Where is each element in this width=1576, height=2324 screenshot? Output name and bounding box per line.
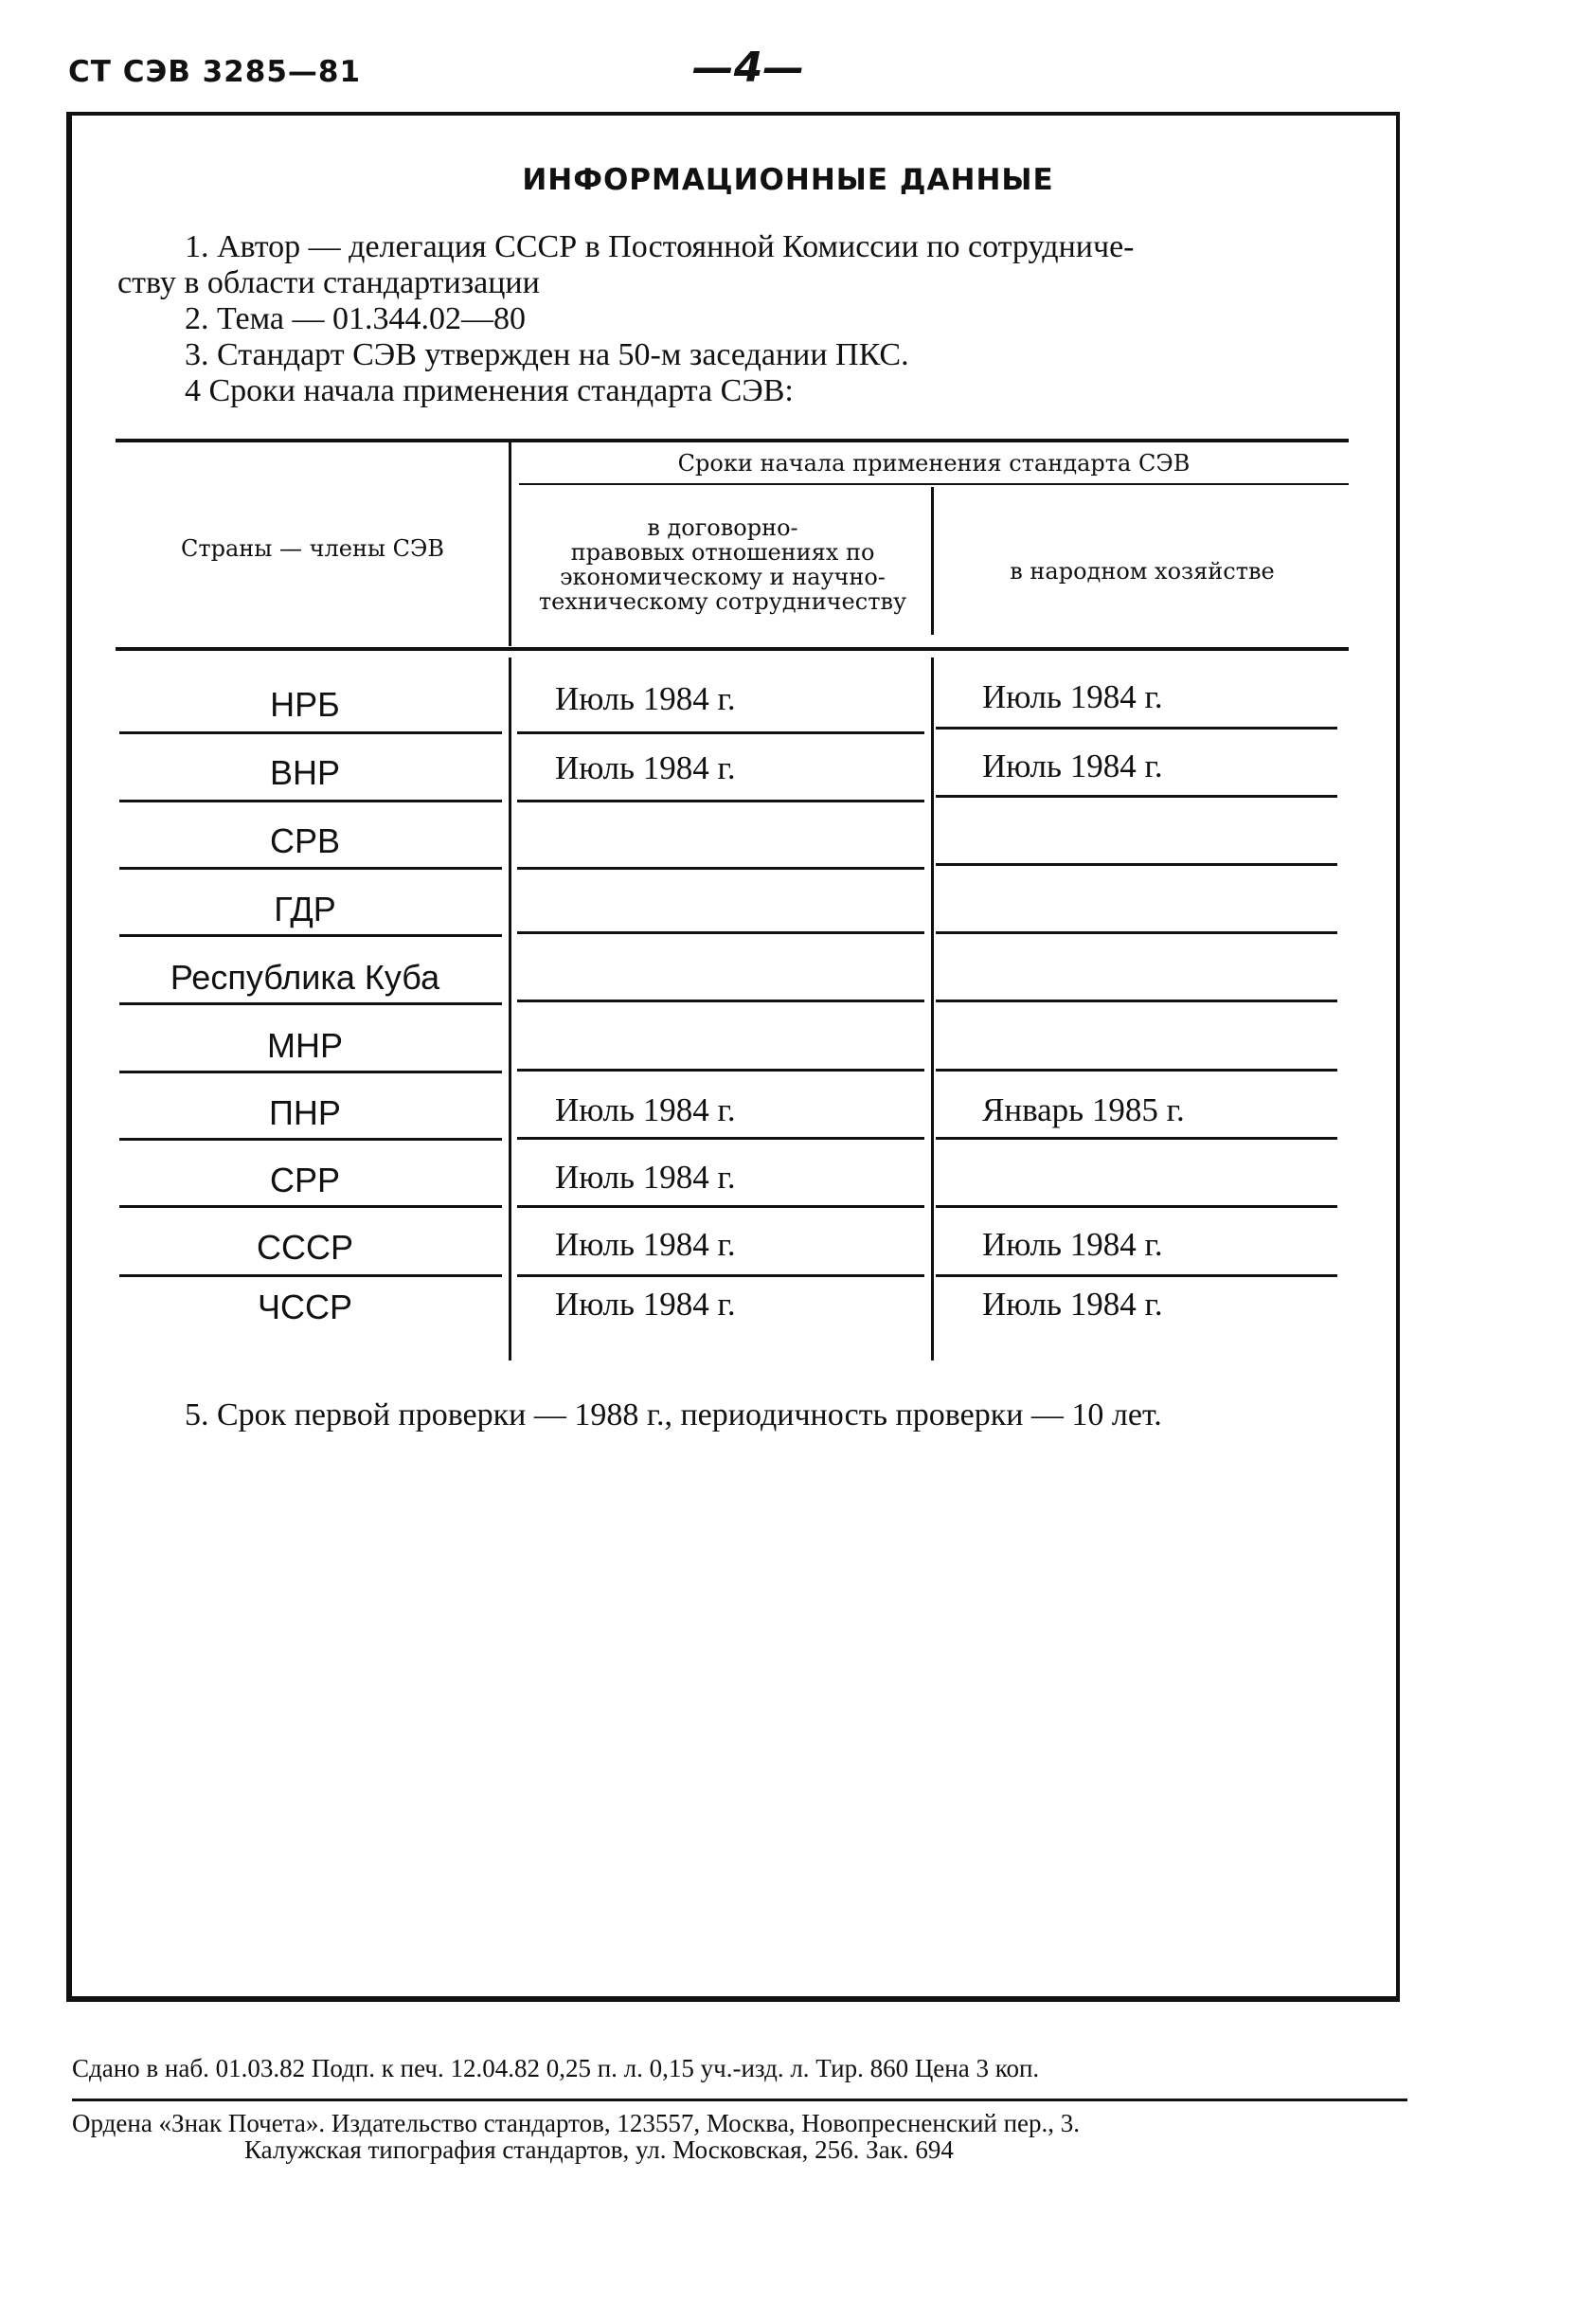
row-rule	[517, 800, 924, 802]
group-header-rule	[519, 483, 1349, 485]
table-top-rule	[116, 439, 1349, 442]
info-item-4: 4 Сроки начала применения стандарта СЭВ:	[185, 373, 794, 408]
info-item-3: 3. Стандарт СЭВ утвержден на 50-м заседании ПКС.	[185, 337, 909, 372]
standard-code: СТ СЭВ 3285—81	[68, 55, 362, 89]
economy-date-cell: Июль 1984 г.	[982, 1226, 1163, 1263]
contract-date-cell: Июль 1984 г.	[555, 749, 736, 786]
info-item-2: 2. Тема — 01.344.02—80	[185, 301, 526, 336]
country-cell: МНР	[267, 1026, 343, 1065]
row-rule	[119, 1205, 502, 1208]
contract-date-cell: Июль 1984 г.	[555, 1226, 736, 1263]
header-contract-line: правовых отношениях по	[570, 539, 875, 566]
row-rule	[119, 867, 502, 870]
row-rule	[936, 931, 1337, 934]
row-rule	[119, 1071, 502, 1073]
table-header-divider	[509, 442, 511, 646]
economy-date-cell: Июль 1984 г.	[982, 748, 1163, 784]
row-rule	[517, 1000, 924, 1002]
row-rule	[119, 1138, 502, 1141]
row-rule	[517, 731, 924, 734]
info-title: ИНФОРМАЦИОННЫЕ ДАННЫЕ	[522, 163, 1054, 197]
row-rule	[936, 1205, 1337, 1208]
country-cell: ВНР	[269, 753, 341, 792]
row-rule	[936, 1069, 1337, 1072]
contract-date-cell: Июль 1984 г.	[555, 1286, 736, 1323]
row-rule	[119, 1274, 502, 1277]
info-item-5: 5. Срок первой проверки — 1988 г., периодичность проверки — 10 лет.	[185, 1397, 1162, 1432]
row-rule	[119, 934, 502, 937]
page-number: —4—	[691, 44, 805, 92]
info-item-1-line-1: 1. Автор — делегация СССР в Постоянной Комиссии по сотрудниче-	[185, 229, 1135, 264]
body-divider-right	[931, 658, 934, 1360]
contract-date-cell: Июль 1984 г.	[555, 1091, 736, 1128]
row-rule	[517, 1137, 924, 1140]
row-rule	[936, 795, 1337, 798]
economy-date-cell: Январь 1985 г.	[982, 1091, 1185, 1128]
row-rule	[936, 727, 1337, 730]
contract-date-cell: Июль 1984 г.	[555, 680, 736, 717]
country-cell: НРБ	[270, 685, 340, 724]
row-rule	[119, 731, 502, 734]
row-rule	[517, 1069, 924, 1072]
country-cell: ПНР	[269, 1093, 341, 1132]
header-countries: Страны — члены СЭВ	[180, 535, 445, 562]
info-item-1-line-2: ству в области стандартизации	[117, 265, 540, 300]
header-contract-line: в договорно-	[647, 514, 798, 541]
row-rule	[936, 1137, 1337, 1140]
imprint-line-2: Ордена «Знак Почета». Издательство стандартов, 123557, Москва, Новопресненский пер., 3.	[72, 2109, 1081, 2137]
header-contract-line: экономическому и научно-	[560, 564, 886, 590]
imprint-line-1: Сдано в наб. 01.03.82 Подп. к печ. 12.04.82 0,25 п. л. 0,15 уч.-изд. л. Тир. 860 Цена 3 коп.	[72, 2054, 1040, 2082]
row-rule	[517, 931, 924, 934]
economy-date-cell: Июль 1984 г.	[982, 1286, 1163, 1323]
row-rule	[517, 1205, 924, 1208]
country-cell: СССР	[256, 1228, 353, 1267]
country-cell: СРР	[269, 1161, 341, 1199]
country-cell: СРВ	[269, 821, 341, 860]
contract-date-cell: Июль 1984 г.	[555, 1159, 736, 1196]
subheader-divider	[931, 487, 934, 635]
header-contract-line: техническому сотрудничеству	[538, 588, 907, 615]
header-group: Сроки начала применения стандарта СЭВ	[677, 450, 1191, 477]
country-cell: ЧССР	[257, 1288, 352, 1326]
country-cell: Республика Куба	[170, 958, 440, 997]
imprint-rule	[72, 2099, 1407, 2101]
header-economy: в народном хозяйстве	[1010, 558, 1275, 585]
row-rule	[119, 800, 502, 802]
row-rule	[936, 863, 1337, 866]
row-rule	[517, 867, 924, 870]
country-cell: ГДР	[274, 890, 336, 928]
row-rule	[936, 1000, 1337, 1002]
row-rule	[119, 1002, 502, 1005]
imprint-line-3: Калужская типография стандартов, ул. Московская, 256. Зак. 694	[244, 2135, 954, 2164]
row-rule	[517, 1274, 924, 1277]
header-contract	[515, 515, 930, 614]
table-header-bottom-rule	[116, 647, 1349, 651]
row-rule	[936, 1274, 1337, 1277]
body-divider-left	[509, 658, 511, 1360]
economy-date-cell: Июль 1984 г.	[982, 678, 1163, 715]
